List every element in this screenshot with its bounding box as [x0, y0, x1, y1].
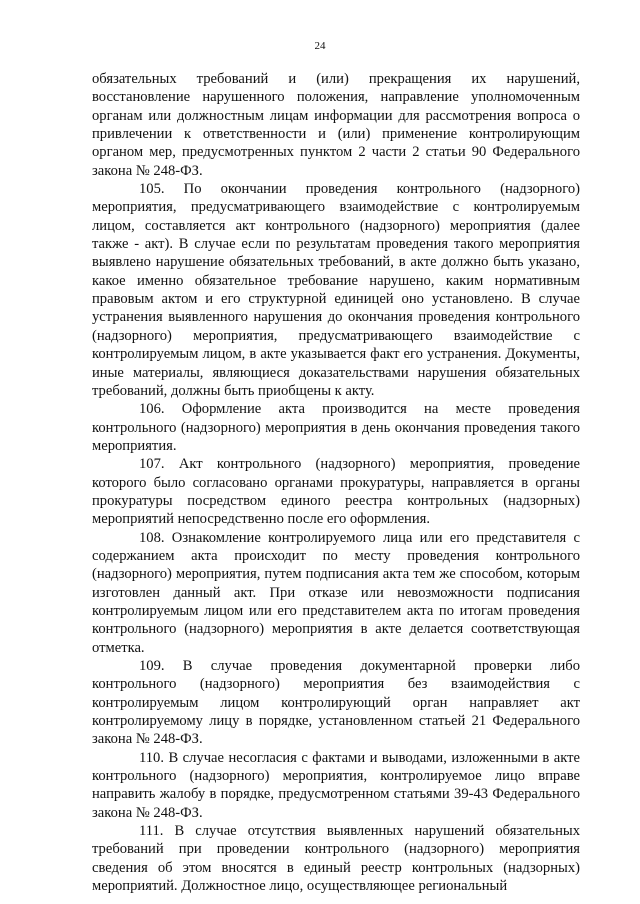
paragraph-109: 109. В случае проведения документарной проверки либо контрольного (надзорного) мероприятия без взаимодействия с контролируемым лицом контролирующий орган направляет акт контролируемому лицу в порядке, установленном статьей 21 Федерального закона № 248-ФЗ. — [92, 658, 580, 748]
paragraph-continuation: обязательных требований и (или) прекращения их нарушений, восстановление нарушенного положения, направление уполномоченным органам или должностным лицам информации для рассмотрения вопроса о привлечении к ответственности и (или) применение контролирующим органом мер, предусмотренных пунктом 2 части 2 статьи 90 Федерального закона № 248-ФЗ. — [92, 71, 580, 179]
paragraph-108: 108. Ознакомление контролируемого лица или его представителя с содержанием акта происходит по месту проведения контрольного (надзорного) мероприятия, путем подписания акта тем же способом, которым изготовлен данный акт. При отказе или невозможности подписания контролируемым лицом или его представителем акта по итогам проведения контрольного (надзорного) мероприятия в акте делается соответствующая отметка. — [92, 529, 580, 656]
paragraph-111: 111. В случае отсутствия выявленных нарушений обязательных требований при проведении контрольного (надзорного) мероприятия сведения об этом вносятся в единый реестр контрольных (надзорных) мероприятий. Должностное лицо, осуществляющее региональный — [92, 823, 580, 895]
paragraph-105: 105. По окончании проведения контрольного (надзорного) мероприятия, предусматривающего взаимодействие с контролируемым лицом, составляется акт контрольного (надзорного) мероприятия (далее также - акт). В случае если по результатам проведения такого мероприятия выявлено нарушение обязательных требований, в акте должно быть указано, какое именно обязательное требование нарушено, каким нормативным правовым актом и его структурной единицей оно установлено. В случае устранения выявленного нарушения до окончания проведения контрольного (надзорного) мероприятия, предусматривающего взаимодействие с контролируемым лицом, в акте указывается факт его устранения. Документы, иные материалы, являющиеся доказательствами нарушения обязательных требований, должны быть приобщены к акту. — [92, 181, 580, 399]
paragraph-106: 106. Оформление акта производится на месте проведения контрольного (надзорного) мероприятия в день окончания проведения такого мероприятия. — [92, 401, 580, 454]
body-text — [92, 70, 580, 895]
paragraph-110: 110. В случае несогласия с фактами и выводами, изложенными в акте контрольного (надзорного) мероприятия, контролируемое лицо вправе направить жалобу в порядке, предусмотренном статьями 39-43 Федерального закона № 248-ФЗ. — [92, 749, 580, 821]
page-number: 24 — [314, 40, 326, 52]
paragraph-107: 107. Акт контрольного (надзорного) мероприятия, проведение которого было согласовано органами прокуратуры, направляется в органы прокуратуры посредством единого реестра контрольных (надзорных) мероприятий непосредственно после его оформления. — [92, 456, 580, 528]
